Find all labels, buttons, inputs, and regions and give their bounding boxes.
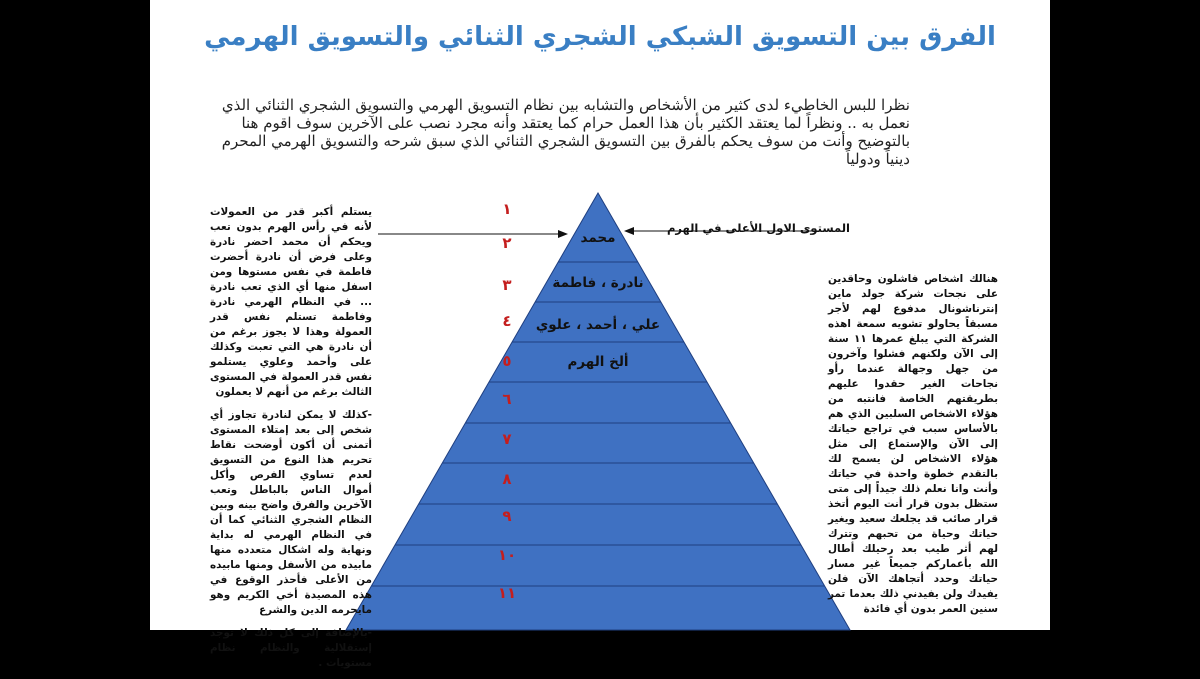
- pyramid-shape: [346, 193, 850, 630]
- right-paragraph: هنالك اشخاص فاشلون وحاقدين على نجحات شركة جولد ماين إنترناشونال مدفوع لهم لأجر مسبقاً يحاولو تشويه سمعة اهذه الشركة التي يبلغ عمرها ١١ سنة إلى الآن ولكنهم فشلوا وآخرون من جهل وجهالة عندما رأو نجاحات الغير حقدوا عليهم بطريقتهم الخاصة فانتبه من هؤلاء الاشخاص السلبين الذي هم بالأساس سبب في تراجع حياتك إلى الآن والإستماع إلى مثل هؤلاء الاشخاص لن يسمح لك بالتقدم خطوة واحدة في حياتك وأنت وانا نعلم ذلك جيداً إلى متى ستظل بدون قرار أنت اليوم أتخذ قرار صائب قد يجلعك سعيد ويغير حياتك وحياة من تحبهم وتترك لهم أثر طيب بعد رحيلك أطال الله بأعماركم جميعاً غير مسار حياتك وحدد أتجاهك الآن فلن يفيدك ولن يفيدني ذلك بعدما تمر سنين العمر بدون أي فائدة: [828, 273, 998, 615]
- level-name: علي ، أحمد ، علوي: [535, 317, 661, 333]
- right-explanation: [828, 272, 998, 617]
- level-name: ألخ الهرم: [567, 354, 629, 370]
- level-number: ١٠: [497, 546, 517, 564]
- left-explanation: [210, 205, 372, 679]
- page-title: الفرق بين التسويق الشبكي الشجري الثنائي والتسويق الهرمي: [204, 22, 996, 52]
- right-arrow-head: [624, 227, 634, 235]
- level-number: ٥: [502, 352, 512, 370]
- level-name: نادرة ، فاطمة: [552, 275, 644, 291]
- level-number: ٨: [502, 470, 512, 488]
- level-number: ١١: [497, 584, 517, 602]
- slide: [150, 0, 1050, 669]
- intro-paragraph: نظرا للبس الخاطيء لدى كثير من الأشخاص والتشابه بين نظام التسويق الهرمي والتسويق الشجري الثنائي الذي نعمل به .. ونظراً لما يعتقد الكثير بأن هذا العمل حرام كما يعتقد وأنه مجرد نصب على الآخرين سوف اقوم هنا بالتوضيح وأنت من سوف يحكم بالفرق بين التسويق الشجري الثنائي الذي سبق شرحه والتسويق الهرمي المحرم دينياً ودولياً: [221, 96, 910, 168]
- level-number: ٣: [502, 276, 512, 294]
- level-number: ٧: [502, 430, 512, 448]
- left-paragraph: -بالإضافة إلى كل ذلك لا توجد إستقلالية والنظام نظام مستويات .: [210, 627, 372, 669]
- left-paragraph: -كذلك لا يمكن لنادرة تجاوز أي شخص إلى بعد إمتلاء المستوى أتمنى أن أكون أوضحت نقاط تحريم هذا النوع من التسويق لعدم تساوي الفرص وأكل أموال الناس بالباطل وتعب الآخرين والفرق واضح بينه وبين النظام الشجري الثنائي كما أن في النظام الهرمي له بداية ونهاية وله اشكال متعدده منها مابيده من الأسفل ومنها مابيده من الأعلى فأحذر الوقوع في هذه المصيدة أخي الكريم وهو مايحرمه الدين والشرع: [210, 409, 372, 616]
- left-arrow-head: [558, 230, 568, 238]
- level-number: ٦: [502, 390, 512, 408]
- level-number: ٢: [502, 234, 512, 252]
- left-paragraph: يستلم أكبر قدر من العمولات لأنه في رأس الهرم بدون تعب ويحكم أن محمد احضر نادرة وعلى فرض أن نادرة أحضرت فاطمة في نفس مستوها ومن اسفل منها أي الذي تعب نادرة ... في النظام الهرمي نادرة وفاطمة تستلم نفس قدر العمولة وهذا لا يجوز برغم من أن نادرة هي التي تعبت وكذلك على وأحمد وعلوي يستلمو نفس قدر العمولة في المستوى الثالث برغم من أنهم لا يعملون: [210, 206, 372, 398]
- level-number: ١: [502, 200, 512, 218]
- level-number: ٩: [502, 507, 512, 525]
- top-level-label: المستوى الاول الأعلى في الهرم: [666, 221, 850, 235]
- level-number: ٤: [502, 312, 512, 330]
- level-name: محمد: [580, 230, 616, 246]
